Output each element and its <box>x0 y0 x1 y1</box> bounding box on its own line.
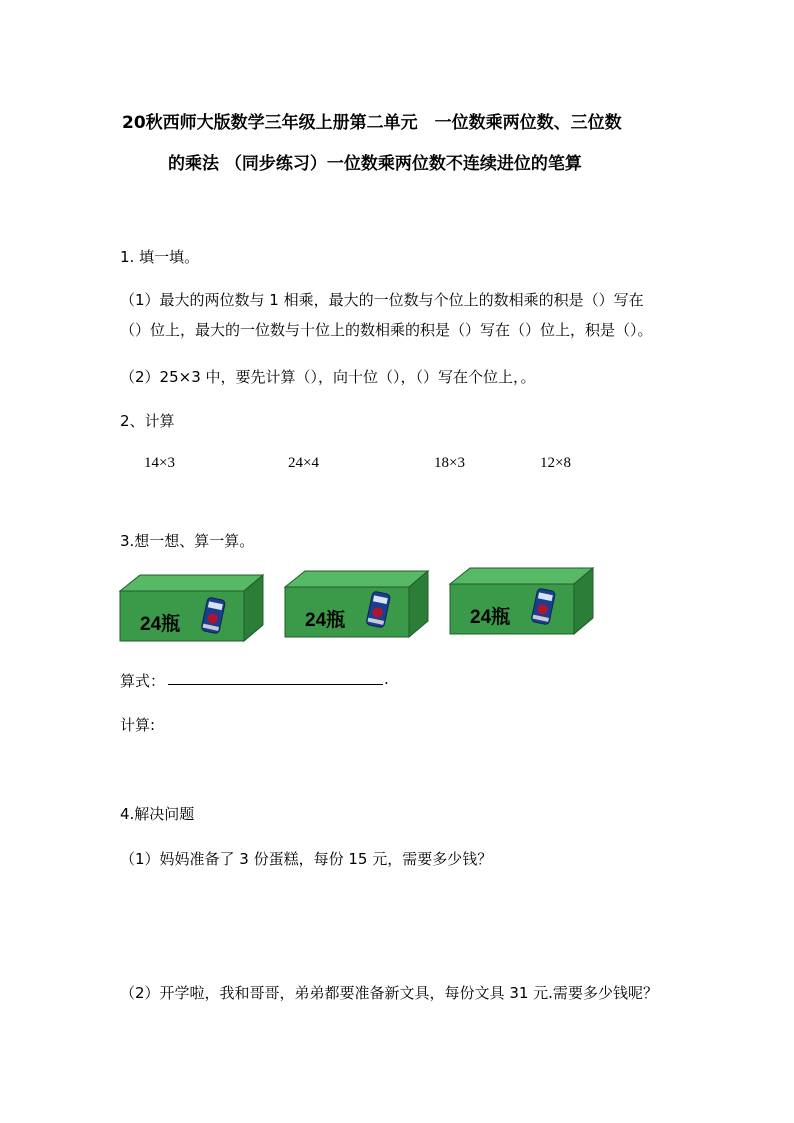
calculation-label: 计算: <box>120 716 156 734</box>
page-title-line-2: 的乘法 （同步练习）一位数乘两位数不连续进位的笔算 <box>168 154 582 174</box>
formula-answer-line[interactable] <box>168 684 383 685</box>
box-label: 24瓶 <box>305 610 346 631</box>
question-4-1: （1）妈妈准备了 3 份蛋糕，每份 15 元，需要多少钱？ <box>120 850 493 868</box>
question-1-2: （2）25×3 中，要先计算（），向十位（），（）写在个位上，。 <box>120 368 536 386</box>
section-4-heading: 4.解决问题 <box>120 805 195 823</box>
formula-end-mark: . <box>384 670 389 688</box>
question-1-1-line-1: （1）最大的两位数与 1 相乘，最大的一位数与个位上的数相乘的积是（）写在 <box>120 291 644 309</box>
calc-problem-4: 12×8 <box>540 455 571 471</box>
box-label: 24瓶 <box>470 607 511 628</box>
page-title-line-1: 20秋西师大版数学三年级上册第二单元 一位数乘两位数、三位数 <box>122 113 622 133</box>
bottle-box-1 <box>118 573 266 643</box>
question-1-1-line-2: （）位上，最大的一位数与十位上的数相乘的积是（）写在（）位上，积是（）。 <box>120 321 653 339</box>
bottle-box-2 <box>283 569 431 639</box>
section-2-heading: 2、计算 <box>120 412 175 430</box>
section-1-heading: 1. 填一填。 <box>120 248 200 266</box>
calc-problem-2: 24×4 <box>288 455 319 471</box>
calc-problem-3: 18×3 <box>434 455 465 471</box>
calc-problem-1: 14×3 <box>144 455 175 471</box>
formula-label: 算式： <box>120 672 166 690</box>
section-3-heading: 3.想一想、算一算。 <box>120 532 255 550</box>
box-label: 24瓶 <box>140 614 181 635</box>
question-4-2: （2）开学啦，我和哥哥，弟弟都要准备新文具，每份文具 31 元.需要多少钱呢？ <box>120 984 658 1002</box>
bottle-box-3 <box>448 566 596 636</box>
